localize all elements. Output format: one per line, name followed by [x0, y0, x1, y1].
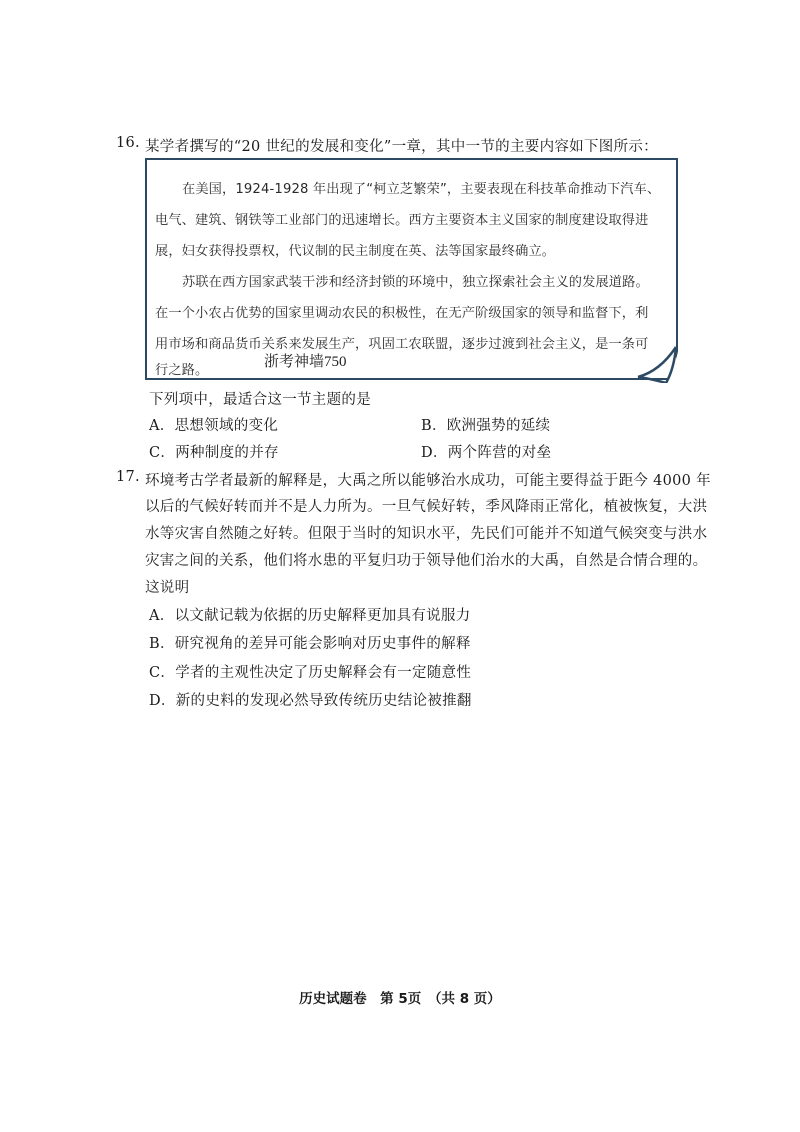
box-line-6: 用市场和商品货币关系来发展生产，巩固工农联盟，逐步过渡到社会主义，是一条可 [155, 337, 649, 352]
q16-option-a: A．思想领域的变化 [149, 418, 279, 434]
q17-line-2: 以后的气候好转而并不是人力所为。一旦气候好转，季风降雨正常化，植被恢复，大洪 [145, 499, 708, 515]
box-line-1: 在美国，1924-1928 年出现了“柯立芝繁荣”，主要表现在科技革命推动下汽车、 [182, 182, 661, 197]
q17-option-d: D．新的史料的发现必然导致传统历史结论被推翻 [149, 693, 472, 709]
box-line-4: 苏联在西方国家武装干涉和经济封锁的环境中，独立探索社会主义的发展道路。 [182, 275, 649, 290]
q17-line-3: 水等灾害自然随之好转。但限于当时的知识水平，先民们可能并不知道气候突变与洪水 [145, 526, 708, 542]
q17-option-b: B．研究视角的差异可能会影响对历史事件的解释 [149, 636, 471, 652]
q17-line-4: 灾害之间的关系，他们将水患的平复归功于领导他们治水的大禹，自然是合情合理的。 [145, 553, 708, 569]
q17-option-c: C．学者的主观性决定了历史解释会有一定随意性 [149, 665, 472, 681]
box-line-3: 展，妇女获得投票权，代议制的民主制度在英、法等国家最终确立。 [155, 244, 556, 259]
q16-option-c: C．两种制度的并存 [149, 445, 279, 461]
q16-prompt: 下列项中，最适合这一节主题的是 [149, 392, 371, 408]
q16-number: 16. [116, 135, 140, 151]
q17-line-1: 环境考古学者最新的解释是，大禹之所以能够治水成功，可能主要得益于距今 4000 年 [145, 473, 711, 489]
watermark-text: 浙考神墙750 [264, 354, 347, 370]
q16-source-box [145, 158, 678, 380]
page-footer: 历史试题卷 第 5页 （共 8 页） [299, 991, 501, 1007]
q17-option-a: A．以文献记载为依据的历史解释更加具有说服力 [149, 608, 471, 624]
box-line-2: 电气、建筑、钢铁等工业部门的迅速增长。西方主要资本主义国家的制度建设取得进 [155, 213, 649, 228]
q16-option-b: B．欧洲强势的延续 [421, 418, 551, 434]
box-line-7: 行之路。 [155, 363, 209, 378]
q17-line-5: 这说明 [145, 580, 190, 596]
q16-option-d: D．两个阵营的对垒 [421, 445, 552, 461]
box-line-5: 在一个小农占优势的国家里调动农民的积极性，在无产阶级国家的领导和监督下，利 [155, 306, 649, 321]
q16-stem: 某学者撰写的“20 世纪的发展和变化”一章，其中一节的主要内容如下图所示： [145, 139, 658, 155]
q17-number: 17. [116, 469, 140, 485]
page-curl-corner [630, 343, 680, 383]
